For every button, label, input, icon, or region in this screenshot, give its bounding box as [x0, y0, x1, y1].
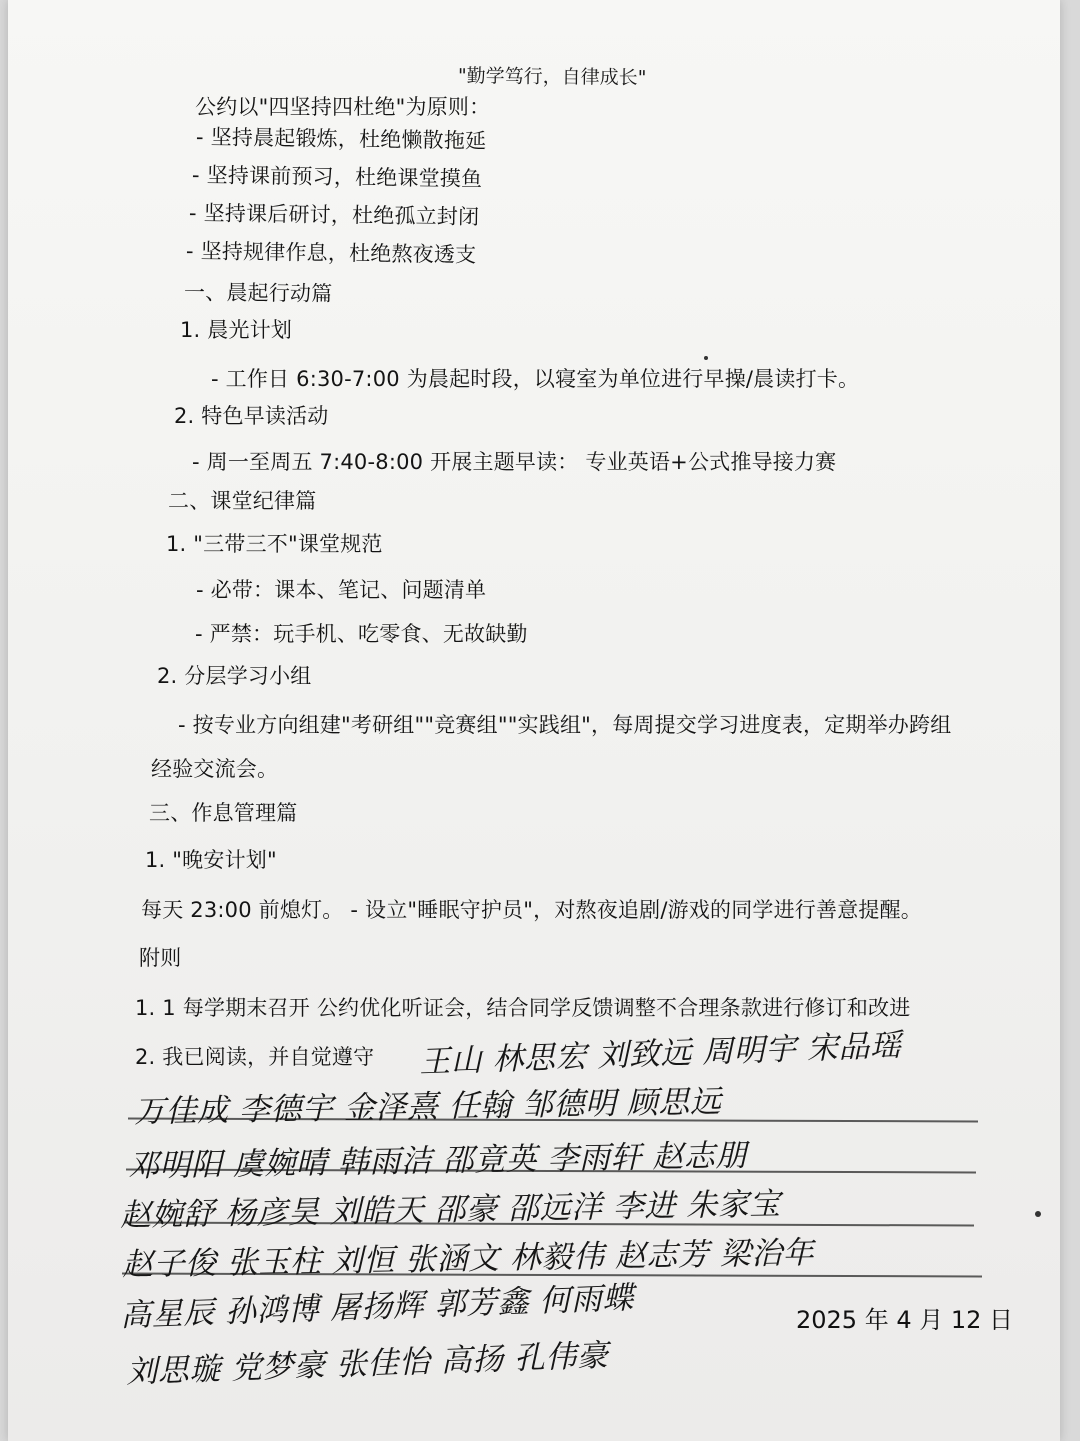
subheading-2-2: 2. 分层学习小组	[157, 664, 312, 688]
section-heading-1: 一、晨起行动篇	[183, 280, 333, 306]
item-2-1b: - 严禁：玩手机、吃零食、无故缺勤	[195, 622, 528, 646]
principle-3: - 坚持课后研讨，杜绝孤立封闭	[188, 200, 480, 230]
signature-block-row-5: 赵子俊 张玉柱 刘恒 张涵文 林毅伟 赵志芳 梁治年	[121, 1234, 815, 1284]
principle-intro: 公约以"四坚持四杜绝"为原则：	[195, 95, 491, 119]
section-heading-3: 三、作息管理篇	[149, 801, 298, 825]
subheading-1-1: 1. 晨光计划	[180, 318, 293, 342]
signature-block-row-1: 王山 林思宏 刘致远 周明宇 宋品瑶	[418, 1027, 903, 1081]
principle-1: - 坚持晨起锻炼，杜绝懒散拖延	[195, 124, 487, 154]
item-3-1: 每天 23:00 前熄灯。 - 设立"睡眠守护员"，对熬夜追剧/游戏的同学进行善意提醒。	[141, 898, 922, 922]
signature-block-row-3: 邓明阳 虞婉晴 韩雨洁 邵竟英 李雨轩 赵志朋	[127, 1137, 748, 1185]
signature-block-row-6: 高星辰 孙鸿博 屠扬辉 郭芳鑫 何雨蝶	[119, 1280, 635, 1334]
item-1-1: - 工作日 6:30-7:00 为晨起时段，以寝室为单位进行早操/晨读打卡。	[211, 367, 860, 391]
document-title: "勤学笃行，自律成长"	[457, 65, 647, 89]
paper-speck	[704, 356, 708, 360]
appendix-item-1: 1. 1 每学期末召开 公约优化听证会，结合同学反馈调整不合理条款进行修订和改进	[135, 996, 911, 1020]
item-2-1a: - 必带：课本、笔记、问题清单	[196, 578, 487, 602]
subheading-1-2: 2. 特色早读活动	[174, 404, 329, 428]
subheading-2-1: 1. "三带三不"课堂规范	[166, 532, 383, 556]
item-1-2: - 周一至周五 7:40-8:00 开展主题早读： 专业英语+公式推导接力赛	[192, 450, 837, 474]
document-page	[8, 0, 1060, 1441]
signature-block-row-2: 万佳成 李德宇 金泽熹 任翰 邹德明 顾思远	[133, 1083, 722, 1131]
appendix-heading: 附则	[139, 946, 182, 970]
signature-block-row-7: 刘思璇 党梦豪 张佳怡 高扬 孔伟豪	[125, 1337, 610, 1391]
document-date: 2025 年 4 月 12 日	[796, 1306, 1014, 1334]
signature-block-row-4: 赵婉舒 杨彦昊 刘皓天 邵豪 邵远洋 李进 朱家宝	[119, 1186, 781, 1234]
item-2-2: - 按专业方向组建"考研组""竞赛组""实践组"，每周提交学习进度表，定期举办跨组	[178, 713, 952, 737]
section-heading-2: 二、课堂纪律篇	[168, 489, 317, 513]
item-2-2-cont: 经验交流会。	[151, 757, 279, 781]
appendix-item-2: 2. 我已阅读，并自觉遵守	[135, 1045, 375, 1069]
principle-4: - 坚持规律作息，杜绝熬夜透支	[185, 238, 477, 268]
subheading-3-1: 1. "晚安计划"	[145, 848, 277, 872]
principle-2: - 坚持课前预习，杜绝课堂摸鱼	[191, 162, 483, 192]
paper-speck	[1035, 1211, 1041, 1217]
